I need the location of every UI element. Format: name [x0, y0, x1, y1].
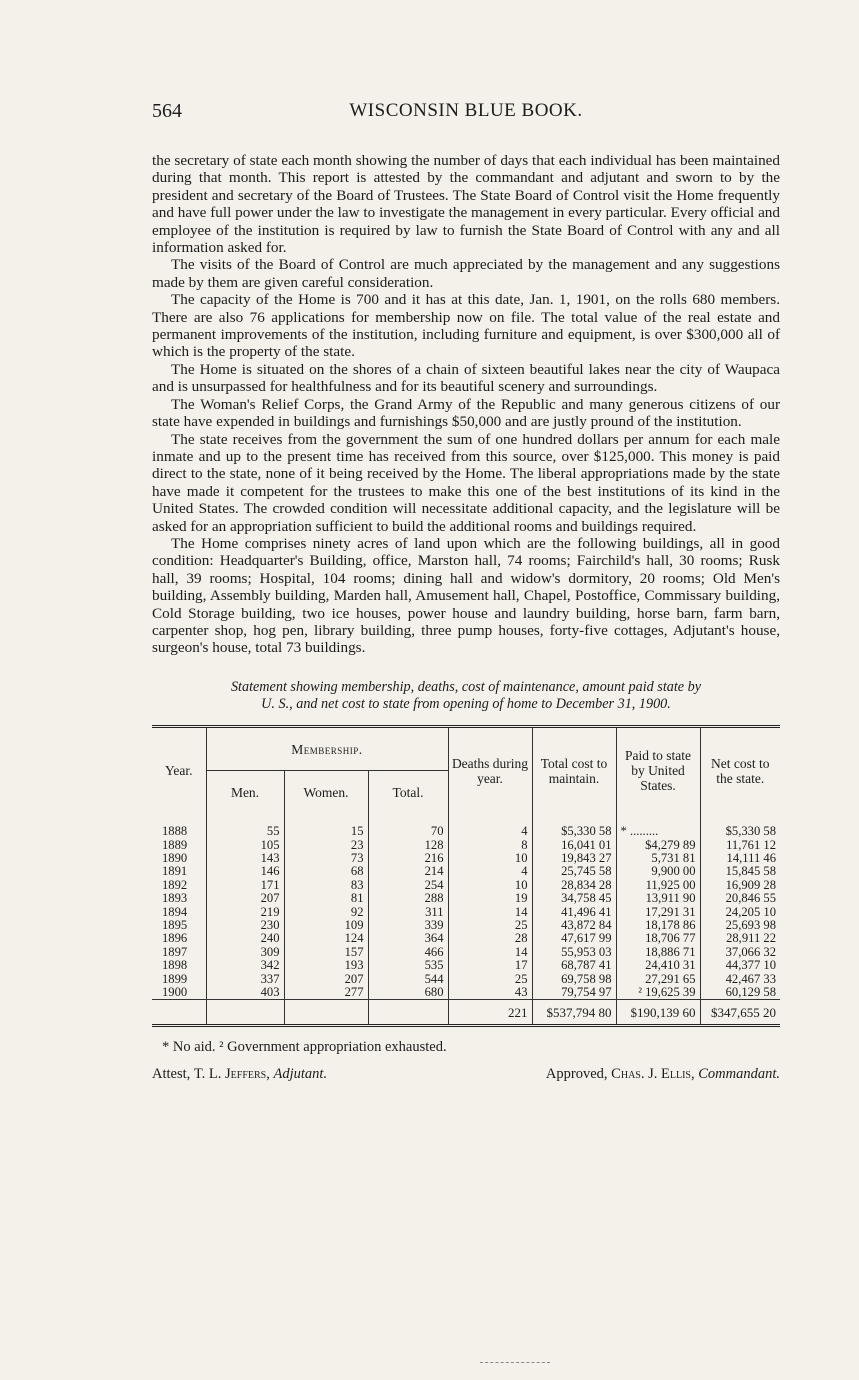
table-row	[152, 959, 780, 972]
cell-net: 28,911 22	[700, 932, 780, 945]
cell-cost: 19,843 27	[532, 852, 616, 865]
page-header	[152, 100, 780, 130]
cell-deaths: 14	[448, 906, 532, 919]
table-row	[152, 865, 780, 878]
cell-paid: 27,291 65	[616, 973, 700, 986]
table-row	[152, 839, 780, 852]
cell-women: 68	[284, 865, 368, 878]
cell-women	[284, 1000, 368, 1026]
cell-men: 230	[206, 919, 284, 932]
cell-year: 1895	[162, 918, 188, 933]
header-total: Total.	[368, 771, 448, 814]
document-page	[152, 100, 780, 1086]
paragraph: the secretary of state each month showing the number of days that each individual has been maintained during that month. This report is attested by the commandant and adjutant and sworn to by the president and secretary of the Board of Trustees. The State Board of Control visit the Home frequently and have full power under the law to investigate the management in every particular. Every official and employee of the institution is required by law to furnish the State Board of Control with any and all information asked for.	[152, 152, 780, 257]
cell-women: 207	[284, 973, 368, 986]
cell-deaths: 14	[448, 946, 532, 959]
cell-paid: 11,925 00	[616, 879, 700, 892]
attest-title: Adjutant.	[273, 1066, 328, 1083]
cell-net: 42,467 33	[700, 973, 780, 986]
cell-cost: 68,787 41	[532, 959, 616, 972]
cell-women: 193	[284, 959, 368, 972]
cell-women: 23	[284, 839, 368, 852]
paragraph: The state receives from the government the sum of one hundred dollars per annum for each male inmate and up to the present time has received from this source, over $125,000. This money is paid direct to the state, none of it being received by the Home. The liberal appropriations made by the state have made it competent for the trustees to make this one of the best institutions of its kind in the United States. The crowded condition will necessitate additional capacity, and the legislature will be asked for an appropriation sufficient to build the additional rooms and buildings required.	[152, 430, 780, 535]
membership-table	[152, 725, 780, 1027]
cell-deaths: 25	[448, 973, 532, 986]
cell-cost: 69,758 98	[532, 973, 616, 986]
cell-men: 403	[206, 986, 284, 1000]
cell-total: 339	[368, 919, 448, 932]
cell-women: 92	[284, 906, 368, 919]
cell-men: 171	[206, 879, 284, 892]
cell-year: 1900	[162, 985, 188, 1000]
cell-cost: 43,872 84	[532, 919, 616, 932]
cell-men: 337	[206, 973, 284, 986]
table-row	[152, 919, 780, 932]
cell-net: 44,377 10	[700, 959, 780, 972]
cell-net: 15,845 58	[700, 865, 780, 878]
cell-net: 25,693 98	[700, 919, 780, 932]
attest-block	[152, 1066, 327, 1083]
cell-deaths: 4	[448, 865, 532, 878]
cell-deaths: 25	[448, 919, 532, 932]
table-row	[152, 879, 780, 892]
cell-year: 1891	[162, 864, 188, 879]
cell-women: 73	[284, 852, 368, 865]
cell-men: 240	[206, 932, 284, 945]
cell-year: 1897	[162, 944, 188, 959]
table-caption	[152, 679, 780, 713]
header-net: Net cost to the state.	[700, 727, 780, 814]
spacer-row	[152, 813, 780, 825]
cell-total: 70	[368, 825, 448, 838]
cell-net: 16,909 28	[700, 879, 780, 892]
footnote: * No aid. ² Government appropriation exhausted.	[162, 1039, 447, 1056]
cell-cost: 16,041 01	[532, 839, 616, 852]
table-row	[152, 973, 780, 986]
caption-line: Statement showing membership, deaths, cost of maintenance, amount paid state by	[230, 678, 702, 695]
cell-paid: 5,731 81	[616, 852, 700, 865]
cell-deaths: 10	[448, 852, 532, 865]
cell-men: 219	[206, 906, 284, 919]
header-membership: Membership.	[206, 727, 448, 771]
cell-total	[368, 1000, 448, 1026]
attest-name: T. L. Jeffers,	[193, 1066, 270, 1083]
cell-deaths: 28	[448, 932, 532, 945]
table-body	[152, 813, 780, 1026]
header-men: Men.	[206, 771, 284, 814]
cell-total: 466	[368, 946, 448, 959]
cell-men: 143	[206, 852, 284, 865]
cell-paid: * .........	[616, 825, 700, 838]
cell-net: 60,129 58	[700, 986, 780, 1000]
cell-year: 1893	[162, 891, 188, 906]
cell-cost: 55,953 03	[532, 946, 616, 959]
cell-net: 11,761 12	[700, 839, 780, 852]
total-cost: $537,794 80	[532, 1000, 616, 1026]
cell-deaths: 4	[448, 825, 532, 838]
table-row	[152, 892, 780, 905]
cell-net: 14,111 46	[700, 852, 780, 865]
header-women: Women.	[284, 771, 368, 814]
cell-paid: $4,279 89	[616, 839, 700, 852]
cell-cost: 41,496 41	[532, 906, 616, 919]
cell-deaths: 17	[448, 959, 532, 972]
cell-paid: 9,900 00	[616, 865, 700, 878]
table-row	[152, 825, 780, 838]
cell-cost: 25,745 58	[532, 865, 616, 878]
cell-men: 105	[206, 839, 284, 852]
cell-men: 309	[206, 946, 284, 959]
cell-women: 277	[284, 986, 368, 1000]
body-text	[152, 152, 780, 657]
approved-block	[546, 1066, 780, 1083]
approved-label: Approved,	[545, 1066, 608, 1083]
cell-net: 37,066 32	[700, 946, 780, 959]
cell-year: 1898	[162, 958, 188, 973]
cell-year: 1896	[162, 931, 188, 946]
cell-total: 535	[368, 959, 448, 972]
cell-cost: 47,617 99	[532, 932, 616, 945]
approved-name: Chas. J. Ellis,	[611, 1066, 695, 1083]
cell-total: 364	[368, 932, 448, 945]
cell-total: 128	[368, 839, 448, 852]
table-row	[152, 906, 780, 919]
cell-deaths: 10	[448, 879, 532, 892]
cell-paid: 17,291 31	[616, 906, 700, 919]
cell-cost: $5,330 58	[532, 825, 616, 838]
cell-paid: ² 19,625 39	[616, 986, 700, 1000]
header-deaths: Deaths during year.	[448, 727, 532, 814]
page-number: 564	[152, 100, 182, 122]
cell-year: 1894	[162, 904, 188, 919]
cell-men	[206, 1000, 284, 1026]
cell-total: 254	[368, 879, 448, 892]
cell-women: 157	[284, 946, 368, 959]
paragraph: The Home comprises ninety acres of land upon which are the following buildings, all in good condition: Headquarter's Building, office, Marston hall, 74 rooms; Fairchild's hall, 30 rooms; Rusk hall, 39 rooms; Hospital, 104 rooms; dining hall and widow's dormitory, 20 rooms; Old Men's building, Assembly building, Marden hall, Amusement hall, Chapel, Postoffice, Commissary building, Cold Storage building, two ice houses, power house and laundry building, horse barn, farm barn, carpenter shop, hog pen, library building, three pump houses, forty-five cottages, Adjutant's house, surgeon's house, total 73 buildings.	[152, 534, 780, 657]
total-net: $347,655 20	[700, 1000, 780, 1026]
approved-title: Commandant.	[698, 1066, 780, 1083]
cell-year: 1888	[162, 824, 188, 839]
cell-net: 20,846 55	[700, 892, 780, 905]
cell-paid: 18,706 77	[616, 932, 700, 945]
cell-year	[152, 1000, 206, 1026]
cell-paid: 18,178 86	[616, 919, 700, 932]
cell-year: 1892	[162, 877, 188, 892]
cell-total: 216	[368, 852, 448, 865]
table-row	[152, 932, 780, 945]
cell-men: 207	[206, 892, 284, 905]
cell-paid: 18,886 71	[616, 946, 700, 959]
paragraph: The visits of the Board of Control are much appreciated by the management and any suggestions made by them are given careful consideration.	[152, 256, 780, 291]
caption-line: U. S., and net cost to state from opening of home to December 31, 1900.	[261, 695, 671, 712]
cell-men: 342	[206, 959, 284, 972]
cell-net: 24,205 10	[700, 906, 780, 919]
cell-men: 146	[206, 865, 284, 878]
total-deaths: 221	[448, 1000, 532, 1026]
running-title: WISCONSIN BLUE BOOK.	[349, 100, 583, 121]
cell-women: 124	[284, 932, 368, 945]
cell-cost: 34,758 45	[532, 892, 616, 905]
cell-paid: 13,911 90	[616, 892, 700, 905]
header-paid: Paid to state by United States.	[616, 727, 700, 814]
cell-women: 83	[284, 879, 368, 892]
header-cost: Total cost to maintain.	[532, 727, 616, 814]
cell-total: 311	[368, 906, 448, 919]
totals-row	[152, 1000, 780, 1026]
cell-cost: 28,834 28	[532, 879, 616, 892]
cell-deaths: 43	[448, 986, 532, 1000]
cell-women: 81	[284, 892, 368, 905]
table-row	[152, 852, 780, 865]
page-bottom-mark	[480, 1362, 550, 1364]
cell-total: 680	[368, 986, 448, 1000]
cell-year: 1889	[162, 837, 188, 852]
cell-net: $5,330 58	[700, 825, 780, 838]
cell-deaths: 8	[448, 839, 532, 852]
paragraph: The capacity of the Home is 700 and it has at this date, Jan. 1, 1901, on the rolls 680 members. There are also 76 applications for membership now on file. The total value of the real estate and permanent improvements of the institution, including furniture and equipment, is over $300,000 all of which is the property of the state.	[152, 291, 780, 361]
paragraph: The Woman's Relief Corps, the Grand Army of the Republic and many generous citizens of our state have expended in buildings and furnishings $50,000 and are justly pround of the institution.	[152, 395, 780, 431]
cell-women: 15	[284, 825, 368, 838]
paragraph: The Home is situated on the shores of a chain of sixteen beautiful lakes near the city of Waupaca and is unsurpassed for healthfulness and for its beautiful scenery and surroundings.	[152, 360, 780, 396]
cell-year: 1890	[162, 851, 188, 865]
cell-total: 288	[368, 892, 448, 905]
attest-label: Attest,	[152, 1066, 191, 1083]
cell-cost: 79,754 97	[532, 986, 616, 1000]
cell-men: 55	[206, 825, 284, 838]
cell-paid: 24,410 31	[616, 959, 700, 972]
cell-total: 544	[368, 973, 448, 986]
table-row	[152, 986, 780, 1000]
table-row	[152, 946, 780, 959]
cell-year: 1899	[162, 971, 188, 986]
attestation	[152, 1066, 780, 1086]
cell-total: 214	[368, 865, 448, 878]
total-paid: $190,139 60	[616, 1000, 700, 1026]
cell-deaths: 19	[448, 892, 532, 905]
cell-women: 109	[284, 919, 368, 932]
header-year: Year.	[152, 727, 206, 814]
